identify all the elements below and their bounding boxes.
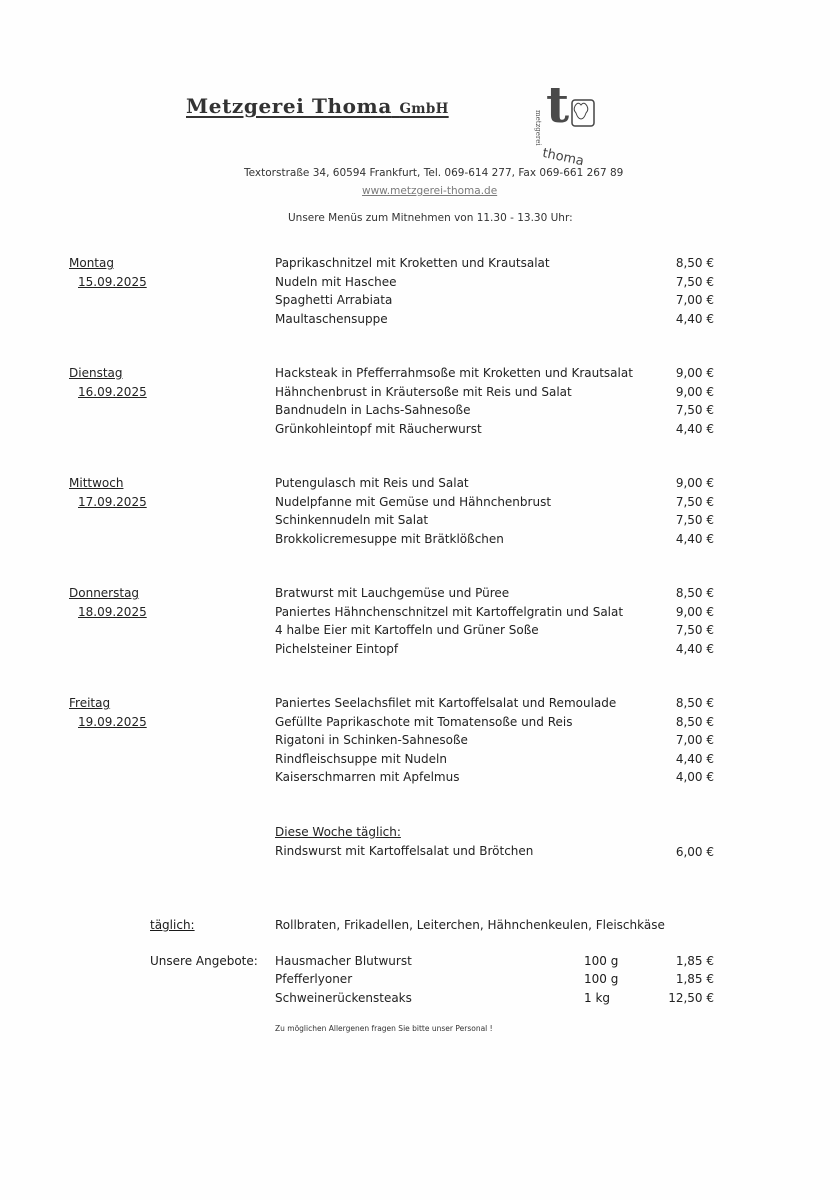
dish-name: Gefüllte Paprikaschote mit Tomatensoße und Reis	[275, 715, 573, 729]
dish-price: 4,40 €	[675, 642, 714, 656]
dish-name: Paniertes Seelachsfilet mit Kartoffelsalat und Remoulade	[275, 696, 617, 710]
dish-price: 7,50 €	[675, 403, 714, 417]
offer-price: 1,85 €	[675, 954, 714, 968]
dish-name: Rigatoni in Schinken-Sahnesoße	[275, 733, 468, 747]
offer-name: Schweinerückensteaks	[275, 991, 412, 1005]
day-date: 17.09.2025	[78, 495, 147, 509]
dish-name: Maultaschensuppe	[275, 312, 388, 326]
day-date: 18.09.2025	[78, 605, 147, 619]
dish-price: 7,50 €	[675, 495, 714, 509]
dish-price: 9,00 €	[675, 366, 714, 380]
daily-items: Rollbraten, Frikadellen, Leiterchen, Hähnchenkeulen, Fleischkäse	[275, 918, 665, 932]
dish-price: 7,50 €	[675, 623, 714, 637]
weekly-price: 6,00 €	[675, 845, 714, 859]
dish-name: Grünkohleintopf mit Räucherwurst	[275, 422, 482, 436]
allergen-note: Zu möglichen Allergenen fragen Sie bitte unser Personal !	[275, 1024, 493, 1033]
dish-name: Brokkolicremesuppe mit Brätklößchen	[275, 532, 504, 546]
offer-qty: 100 g	[584, 972, 619, 986]
logo-side-text: metzgerei	[534, 110, 542, 146]
offer-name: Pfefferlyoner	[275, 972, 353, 986]
logo-shield	[572, 100, 594, 126]
dish-price: 8,50 €	[675, 256, 714, 270]
company-name-text: Metzgerei Thoma	[186, 94, 392, 118]
day-date: 19.09.2025	[78, 715, 147, 729]
dish-price: 9,00 €	[675, 605, 714, 619]
website-link[interactable]: www.metzgerei-thoma.de	[362, 185, 498, 197]
dish-name: Spaghetti Arrabiata	[275, 293, 393, 307]
dish-name: Hähnchenbrust in Kräutersoße mit Reis und Salat	[275, 385, 572, 399]
day-date: 15.09.2025	[78, 275, 147, 289]
dish-price: 7,00 €	[675, 293, 714, 307]
dish-price: 4,40 €	[675, 422, 714, 436]
logo-graphic	[528, 78, 608, 168]
dish-name: Nudelpfanne mit Gemüse und Hähnchenbrust	[275, 495, 552, 509]
dish-name: Hacksteak in Pfefferrahmsoße mit Kroketten und Krautsalat	[275, 366, 633, 380]
dish-name: Nudeln mit Haschee	[275, 275, 397, 289]
offer-price: 1,85 €	[675, 972, 714, 986]
dish-price: 7,50 €	[675, 275, 714, 289]
weekly-heading: Diese Woche täglich:	[275, 825, 401, 839]
dish-name: 4 halbe Eier mit Kartoffeln und Grüner Soße	[275, 623, 539, 637]
dish-name: Bratwurst mit Lauchgemüse und Püree	[275, 586, 510, 600]
logo-word: thoma	[541, 145, 586, 168]
offers-label: Unsere Angebote:	[150, 954, 258, 968]
dish-price: 4,00 €	[675, 770, 714, 784]
company-name	[186, 94, 449, 118]
dish-name: Paprikaschnitzel mit Kroketten und Krautsalat	[275, 256, 550, 270]
company-suffix: GmbH	[399, 101, 449, 117]
offer-name: Hausmacher Blutwurst	[275, 954, 412, 968]
offer-qty: 100 g	[584, 954, 619, 968]
address: Textorstraße 34, 60594 Frankfurt, Tel. 069-614 277, Fax 069-661 267 89	[244, 167, 624, 179]
day-label: Montag	[69, 256, 114, 270]
dish-name: Paniertes Hähnchenschnitzel mit Kartoffelgratin und Salat	[275, 605, 624, 619]
dish-price: 7,50 €	[675, 513, 714, 527]
offer-price: 12,50 €	[668, 991, 714, 1005]
day-date: 16.09.2025	[78, 385, 147, 399]
day-label: Mittwoch	[69, 476, 124, 490]
weekly-dish: Rindswurst mit Kartoffelsalat und Brötchen	[275, 844, 534, 858]
menu-intro: Unsere Menüs zum Mitnehmen von 11.30 - 13.30 Uhr:	[288, 212, 573, 224]
logo-letter: t	[546, 78, 570, 134]
dish-price: 9,00 €	[675, 476, 714, 490]
dish-price: 7,00 €	[675, 733, 714, 747]
dish-name: Kaiserschmarren mit Apfelmus	[275, 770, 460, 784]
dish-price: 4,40 €	[675, 752, 714, 766]
offer-qty: 1 kg	[584, 991, 611, 1005]
day-label: Freitag	[69, 696, 111, 710]
day-label: Dienstag	[69, 366, 123, 380]
dish-price: 4,40 €	[675, 312, 714, 326]
dish-price: 8,50 €	[675, 586, 714, 600]
day-label: Donnerstag	[69, 586, 140, 600]
dish-name: Rindfleischsuppe mit Nudeln	[275, 752, 447, 766]
logo	[528, 78, 608, 168]
dish-name: Pichelsteiner Eintopf	[275, 642, 399, 656]
dish-name: Putengulasch mit Reis und Salat	[275, 476, 469, 490]
daily-label: täglich:	[150, 918, 195, 932]
dish-price: 4,40 €	[675, 532, 714, 546]
logo-bull-head	[574, 103, 588, 119]
dish-name: Bandnudeln in Lachs-Sahnesoße	[275, 403, 471, 417]
dish-price: 8,50 €	[675, 715, 714, 729]
dish-price: 9,00 €	[675, 385, 714, 399]
dish-name: Schinkennudeln mit Salat	[275, 513, 429, 527]
dish-price: 8,50 €	[675, 696, 714, 710]
